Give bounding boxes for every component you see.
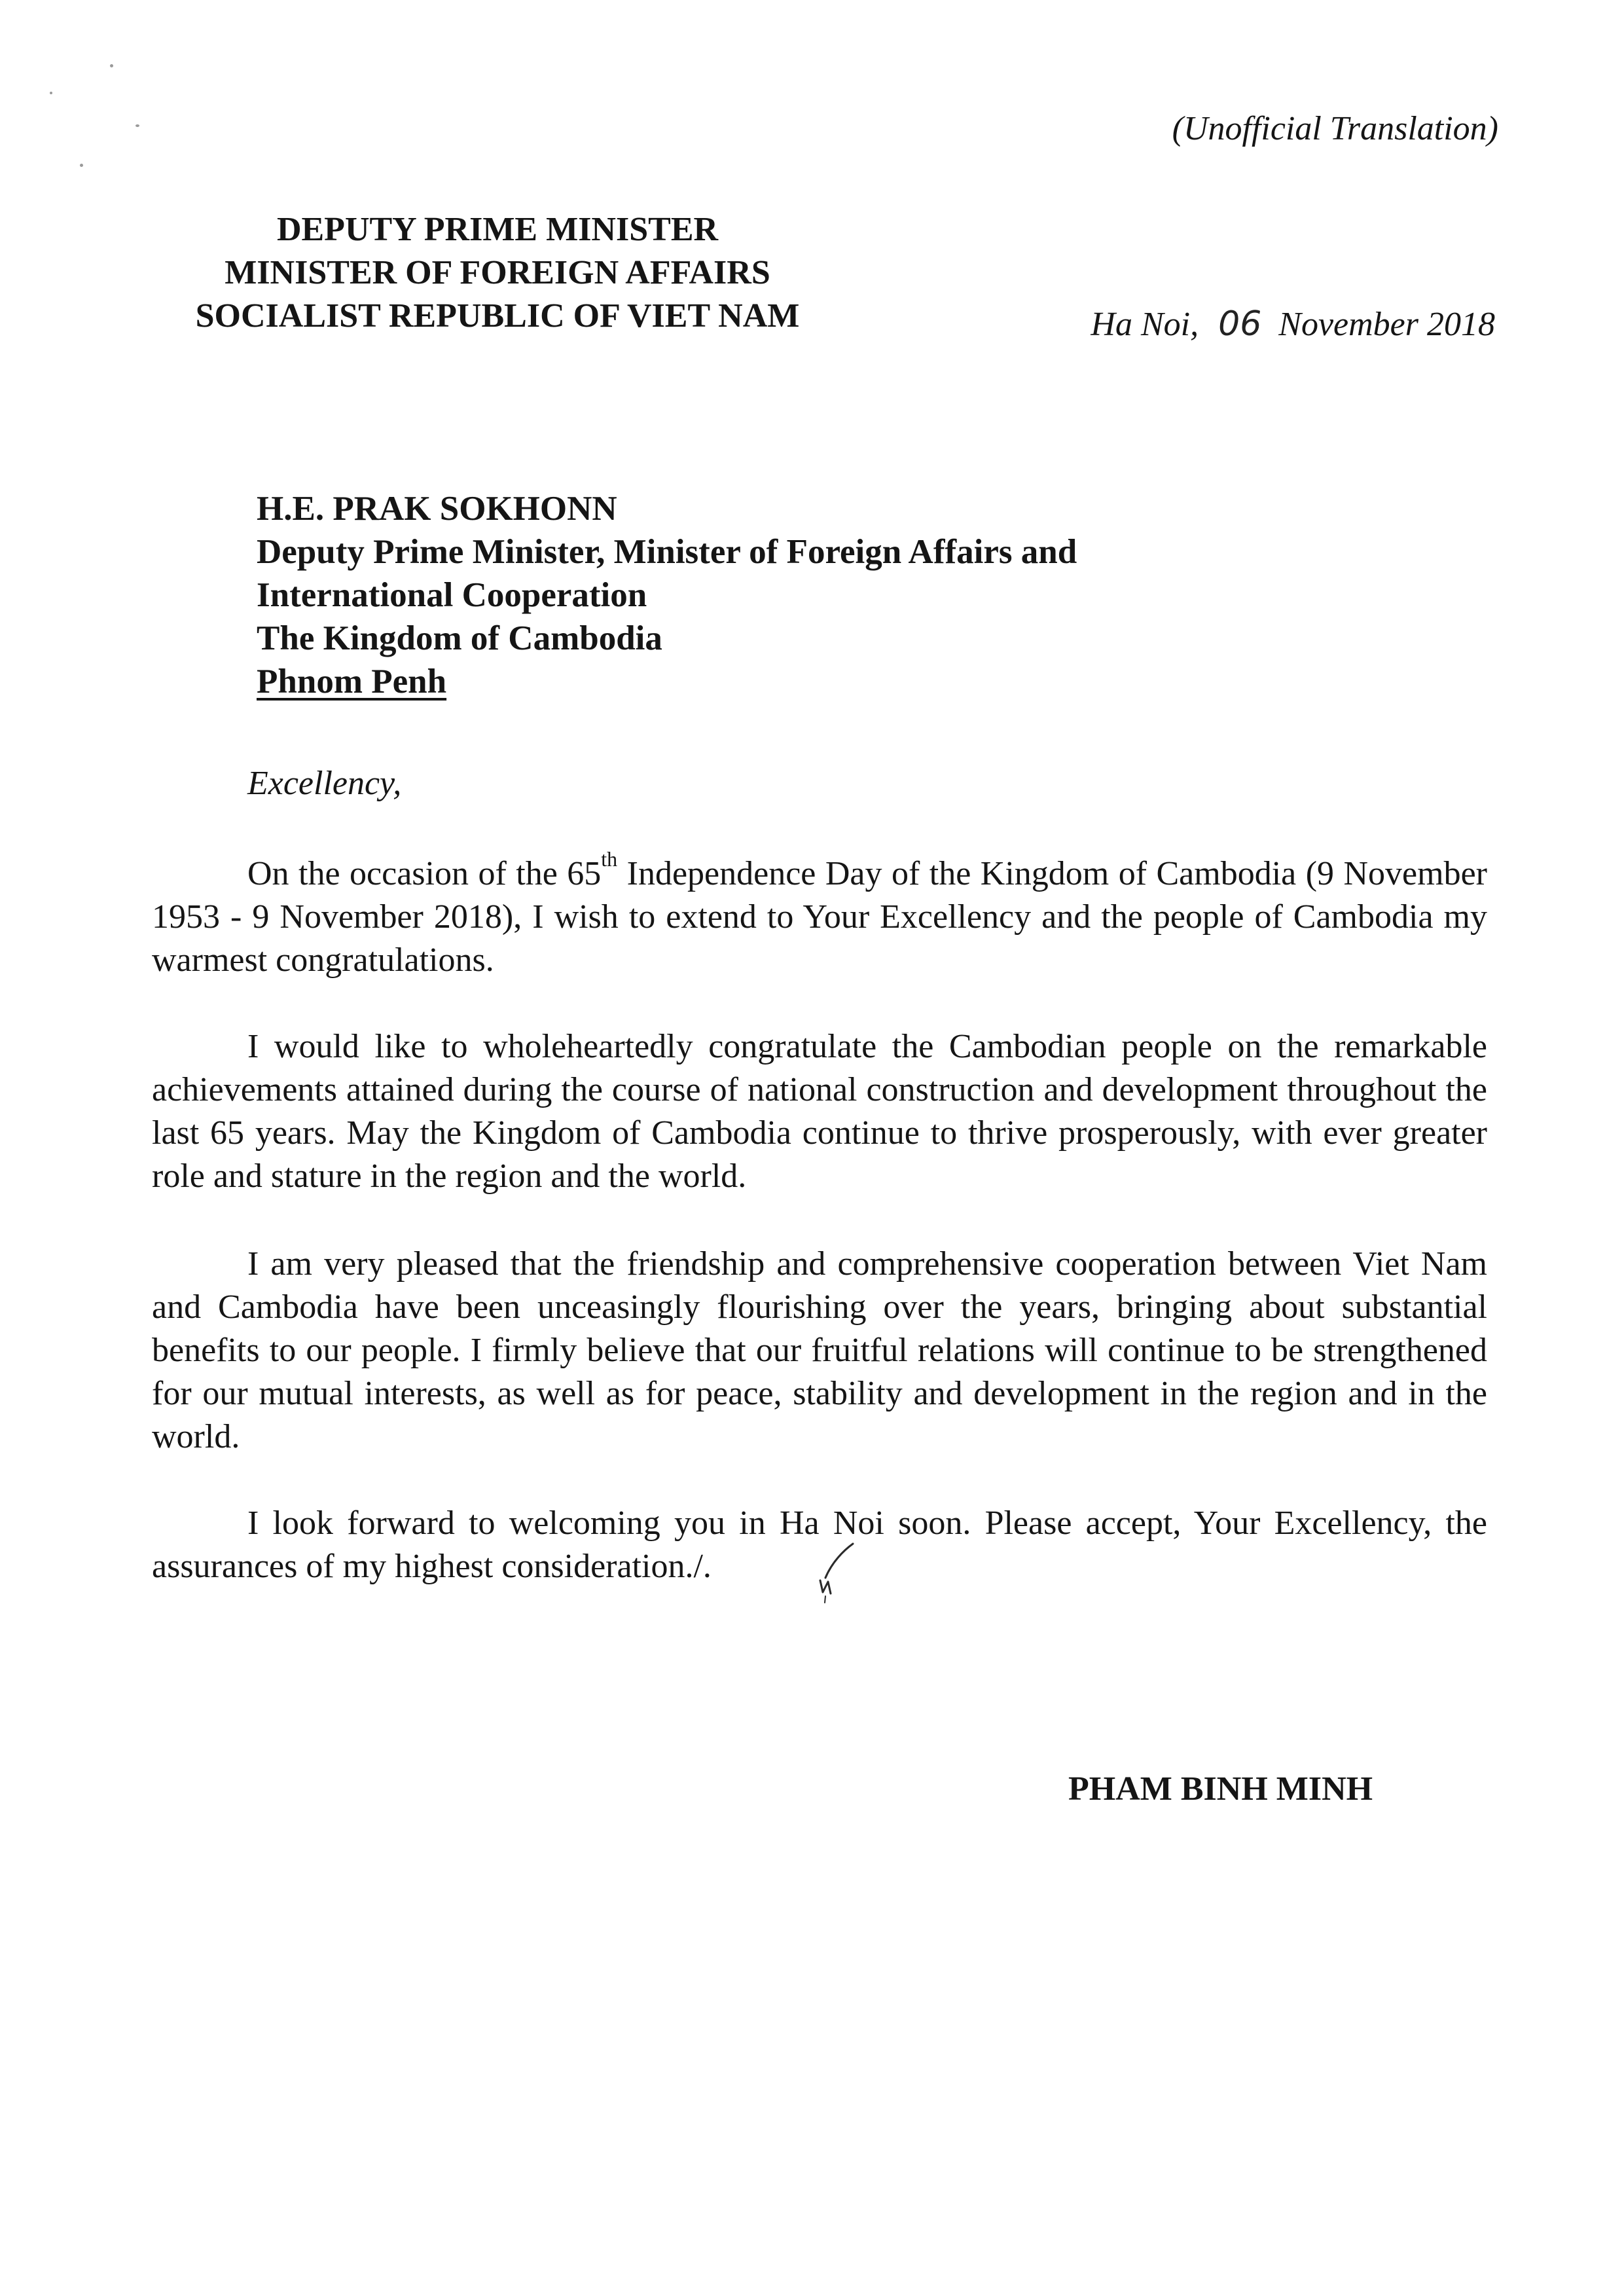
body-paragraph-4: I look forward to welcoming you in Ha Noi soon. Please accept, Your Excellency, the assurances of my highest consideration./. [152,1504,1487,1585]
recipient-title-line1: Deputy Prime Minister, Minister of Foreign Affairs and [257,533,1077,571]
date-place: Ha Noi, [1091,306,1199,343]
scan-speck [135,124,139,127]
scan-speck [80,164,83,167]
body-paragraph-3: I am very pleased that the friendship and comprehensive cooperation between Viet Nam and Cambodia have been unceasingly flourishing over the years, bringing about substantial benefits to our people. I firmly believe that our fruitful relations will continue to be strengthened for our mutual interests, as well as for peace, stability and development in the region and in the world. [152,1245,1487,1455]
body-paragraph-1 [152,847,1487,982]
signatory-name: PHAM BINH MINH [1068,1770,1373,1808]
translation-note: (Unofficial Translation) [1172,110,1498,147]
recipient-block [257,487,1077,703]
scan-speck [110,64,113,67]
sender-ministry: MINISTER OF FOREIGN AFFAIRS [225,254,770,291]
date-line [1091,302,1495,346]
date-day-handwritten: 06 [1218,304,1262,344]
ordinal-suffix: th [601,847,618,871]
body-paragraph-2: I would like to wholeheartedly congratulate the Cambodian people on the remarkable achievements attained during the course of national construction and development throughout the last 65 years. May the Kingdom of Cambodia continue to thrive prosperously, with ever greater role and stature in the region and the world. [152,1028,1487,1195]
recipient-name: H.E. PRAK SOKHONN [257,490,617,528]
paragraph-1-rest: Independence Day of the Kingdom of Cambodia (9 November 1953 - 9 November 2018), I wish to extend to Your Excellency and the people of Cambodia my warmest congratulations. [152,855,1487,979]
scan-speck [50,92,52,94]
date-month-year: November 2018 [1278,306,1495,343]
sender-country: SOCIALIST REPUBLIC OF VIET NAM [195,297,800,335]
recipient-country: The Kingdom of Cambodia [257,619,662,657]
recipient-title-line2: International Cooperation [257,576,647,614]
handwritten-initials-mark [815,1540,861,1605]
recipient-city [257,660,1077,703]
sender-title: DEPUTY PRIME MINISTER [276,211,719,248]
recipient-city-text: Phnom Penh [257,663,447,701]
sender-block [131,208,864,338]
salutation: Excellency, [247,765,402,802]
paragraph-1-start: On the occasion of the 65 [247,855,602,892]
